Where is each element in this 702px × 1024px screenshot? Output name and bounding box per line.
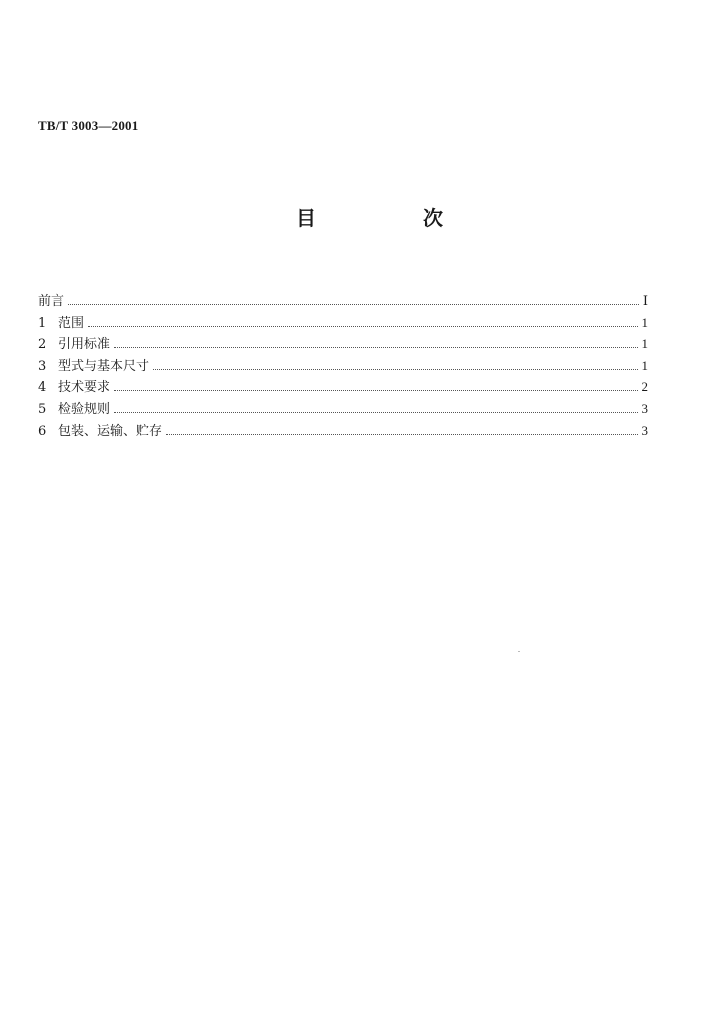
toc-entry-page: 1 [641,357,648,373]
toc-entry-page: 1 [641,336,648,352]
toc-entry-packaging-transport-storage[interactable] [38,420,648,442]
toc-entry-label: 前言 [38,294,65,309]
toc-entry-page: 1 [641,314,648,330]
toc-list [38,290,648,441]
dot-leader [166,434,637,435]
dot-leader [114,347,637,348]
toc-entry-page: 3 [641,400,648,416]
toc-entry-label: 检验规则 [58,401,111,417]
toc-title: 目 次 [296,206,493,230]
toc-entry-number: 6 [38,423,47,439]
dot-leader [114,412,637,413]
toc-entry-label: 包装、运输、贮存 [58,423,163,439]
toc-entry-page: Ⅰ [642,293,648,308]
toc-entry-number: 4 [38,380,47,396]
scan-speck [518,651,520,652]
dot-leader [88,326,637,327]
dot-leader [153,369,637,370]
standard-number: TB/T 3003—2001 [38,118,139,133]
dot-leader [114,390,637,391]
toc-entry-label: 型式与基本尺寸 [58,358,150,374]
toc-entry-label: 技术要求 [58,380,111,396]
dot-leader [68,304,639,305]
toc-entry-label: 引用标准 [58,337,111,353]
toc-entry-types-dimensions[interactable] [38,355,648,377]
toc-entry-scope[interactable] [38,312,648,334]
toc-entry-preface[interactable] [38,290,648,312]
toc-entry-references[interactable] [38,333,648,355]
toc-entry-number: 3 [38,358,47,374]
toc-entry-number: 1 [38,315,47,331]
toc-entry-number: 2 [38,337,47,353]
toc-entry-label: 范围 [58,315,85,331]
toc-entry-technical-requirements[interactable] [38,376,648,398]
toc-entry-inspection-rules[interactable] [38,398,648,420]
toc-entry-page: 3 [641,422,648,438]
toc-entry-number: 5 [38,401,47,417]
toc-entry-page: 2 [641,379,648,395]
